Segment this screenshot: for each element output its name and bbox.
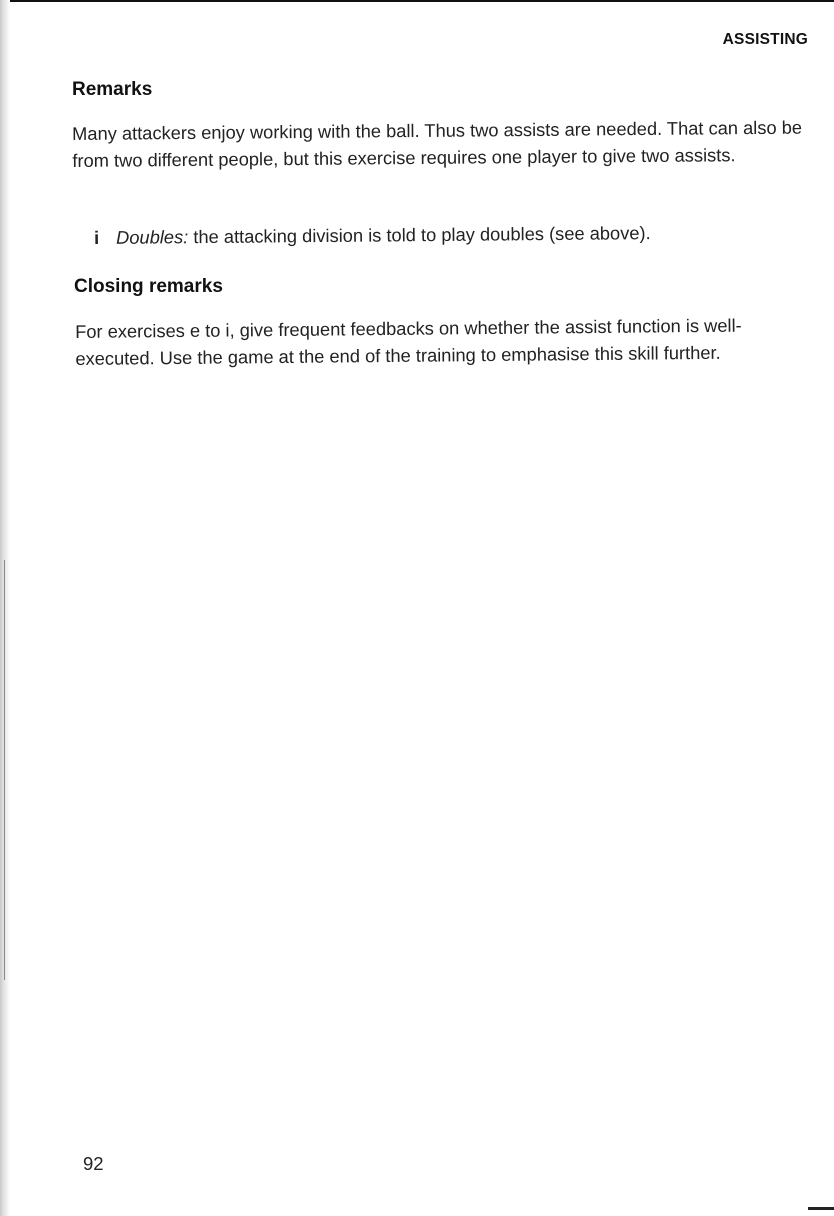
remarks-heading: Remarks (72, 79, 153, 100)
corner-mark (808, 1207, 834, 1210)
closing-remarks-heading: Closing remarks (74, 276, 223, 297)
remarks-paragraph: Many attackers enjoy working with the ball. Thus two assists are needed. That can also be from two different people, but this exercise requires one player to give two assists. (72, 116, 803, 171)
running-head: ASSISTING (722, 31, 808, 48)
closing-remarks-paragraph: For exercises e to i, give frequent feedbacks on whether the assist function is well-executed. Use the game at the end of the training to emphasise this skill further. (75, 314, 742, 369)
list-marker: i (94, 226, 100, 248)
page-gutter-shadow (0, 0, 10, 1216)
page-edge-line (4, 560, 5, 980)
exercise-list-item (94, 219, 651, 251)
exercise-term: Doubles: (116, 226, 189, 248)
exercise-description: the attacking division is told to play doubles (see above). (193, 222, 651, 248)
page-number: 92 (83, 1153, 104, 1174)
top-border (0, 0, 834, 2)
